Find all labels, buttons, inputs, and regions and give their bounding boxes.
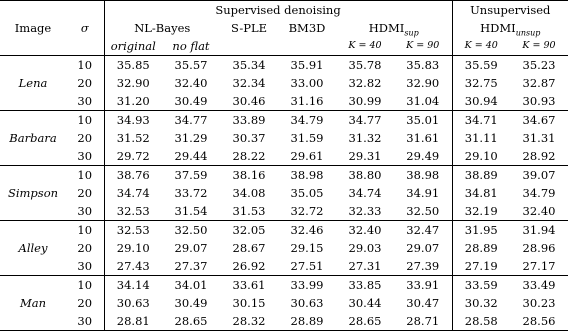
table-cell: 30.47 bbox=[394, 294, 452, 312]
sigma-cell: 20 bbox=[66, 239, 104, 257]
sigma-cell: 30 bbox=[66, 147, 104, 166]
table-cell: 39.07 bbox=[522, 168, 556, 182]
table-cell: 32.53 bbox=[104, 202, 162, 221]
table-cell: 34.91 bbox=[394, 184, 452, 202]
hdmi-unsup-header bbox=[452, 19, 568, 37]
table-cell: 31.54 bbox=[162, 202, 220, 221]
table-cell: 28.67 bbox=[232, 241, 266, 255]
table-cell: 29.72 bbox=[104, 147, 162, 166]
table-cell: 29.10 bbox=[452, 147, 510, 166]
table-cell: 35.05 bbox=[290, 186, 324, 200]
sigma-cell: 20 bbox=[66, 294, 104, 312]
bm3d-sub-empty bbox=[278, 37, 336, 56]
table-cell: 38.98 bbox=[290, 168, 324, 182]
table-cell: 38.16 bbox=[232, 168, 266, 182]
nlbayes-noflat-header: no flat bbox=[162, 37, 220, 56]
table-cell: 31.32 bbox=[348, 131, 382, 145]
table-cell: 30.99 bbox=[336, 92, 394, 111]
sigma-cell: 10 bbox=[66, 166, 104, 185]
table-cell: 31.04 bbox=[394, 92, 452, 111]
table-cell: 35.23 bbox=[522, 58, 556, 72]
table-cell: 34.77 bbox=[174, 113, 208, 127]
table-cell: 27.39 bbox=[394, 257, 452, 276]
table-cell: 29.07 bbox=[174, 241, 208, 255]
table-cell: 27.43 bbox=[104, 257, 162, 276]
table-cell: 30.15 bbox=[232, 296, 266, 310]
table-row bbox=[0, 221, 568, 240]
table-cell: 32.87 bbox=[522, 76, 556, 90]
hdmi-sup-header bbox=[336, 19, 452, 37]
table-cell: 28.22 bbox=[220, 147, 278, 166]
hdmi-sup-k90-header: K = 90 bbox=[394, 37, 452, 56]
nlbayes-original-header: original bbox=[104, 37, 162, 56]
sigma-column-header: σ bbox=[66, 19, 104, 37]
table-cell: 33.00 bbox=[290, 76, 324, 90]
supervised-denoising-header: Supervised denoising bbox=[104, 1, 452, 20]
table-cell: 33.72 bbox=[174, 186, 208, 200]
table-cell: 30.49 bbox=[174, 296, 208, 310]
table-cell: 32.40 bbox=[174, 76, 208, 90]
table-row bbox=[0, 92, 568, 111]
image-column-header: Image bbox=[14, 21, 52, 35]
sigma-cell: 10 bbox=[66, 56, 104, 75]
table-cell: 34.77 bbox=[348, 113, 382, 127]
table-row bbox=[0, 129, 568, 147]
table-cell: 30.49 bbox=[162, 92, 220, 111]
table-cell: 31.20 bbox=[104, 92, 162, 111]
table-cell: 34.67 bbox=[522, 113, 556, 127]
table-cell: 26.92 bbox=[220, 257, 278, 276]
sigma-cell: 10 bbox=[66, 221, 104, 240]
sple-sub-empty bbox=[220, 37, 278, 56]
table-cell: 32.50 bbox=[174, 223, 208, 237]
table-cell: 34.74 bbox=[348, 186, 382, 200]
table-cell: 29.44 bbox=[162, 147, 220, 166]
hdmi-sup-subscript: sup bbox=[404, 28, 419, 38]
table-cell: 31.31 bbox=[522, 131, 556, 145]
table-cell: 29.07 bbox=[394, 239, 452, 257]
table-cell: 28.96 bbox=[522, 241, 556, 255]
table-row bbox=[0, 202, 568, 221]
table-cell: 28.56 bbox=[510, 312, 568, 331]
table-cell: 38.98 bbox=[394, 166, 452, 185]
table-cell: 31.29 bbox=[174, 131, 208, 145]
sigma-cell: 20 bbox=[66, 129, 104, 147]
table-cell: 31.61 bbox=[394, 129, 452, 147]
table-cell: 32.90 bbox=[394, 74, 452, 92]
image-name-cell: Lena bbox=[0, 56, 66, 111]
table-cell: 29.10 bbox=[116, 241, 150, 255]
table-cell: 34.01 bbox=[174, 278, 208, 292]
table-cell: 28.65 bbox=[162, 312, 220, 331]
bm3d-header: BM3D bbox=[288, 21, 326, 35]
table-cell: 30.44 bbox=[348, 296, 382, 310]
table-cell: 28.32 bbox=[220, 312, 278, 331]
image-name-cell: Alley bbox=[0, 221, 66, 276]
table-cell: 28.81 bbox=[104, 312, 162, 331]
sigma-cell: 30 bbox=[66, 312, 104, 331]
table-cell: 32.53 bbox=[116, 223, 150, 237]
table-cell: 32.75 bbox=[464, 76, 498, 90]
table-row bbox=[0, 294, 568, 312]
table-cell: 33.85 bbox=[348, 278, 382, 292]
header-empty-cell bbox=[0, 1, 104, 20]
table-cell: 33.59 bbox=[464, 278, 498, 292]
table-cell: 32.72 bbox=[278, 202, 336, 221]
table-cell: 35.59 bbox=[464, 58, 498, 72]
table-cell: 32.50 bbox=[394, 202, 452, 221]
table-cell: 27.37 bbox=[162, 257, 220, 276]
table-cell: 38.80 bbox=[348, 168, 382, 182]
table-cell: 34.08 bbox=[232, 186, 266, 200]
table-cell: 33.91 bbox=[394, 276, 452, 295]
header-row-3-sigma-empty bbox=[66, 37, 104, 56]
table-cell: 34.81 bbox=[464, 186, 498, 200]
hdmi-unsup-base: HDMI bbox=[480, 21, 516, 35]
sigma-cell: 20 bbox=[66, 74, 104, 92]
sigma-cell: 30 bbox=[66, 92, 104, 111]
table-cell: 35.34 bbox=[232, 58, 266, 72]
sigma-cell: 20 bbox=[66, 184, 104, 202]
table-cell: 34.79 bbox=[522, 186, 556, 200]
sple-header: S-PLE bbox=[231, 21, 267, 35]
table-cell: 31.94 bbox=[522, 223, 556, 237]
hdmi-sup-base: HDMI bbox=[368, 21, 405, 35]
table-cell: 35.83 bbox=[394, 56, 452, 75]
table-cell: 29.31 bbox=[336, 147, 394, 166]
image-name-cell: Simpson bbox=[0, 166, 66, 221]
table-cell: 32.40 bbox=[348, 223, 382, 237]
table-cell: 31.53 bbox=[220, 202, 278, 221]
sigma-cell: 10 bbox=[66, 276, 104, 295]
table-cell: 30.94 bbox=[452, 92, 510, 111]
table-cell: 27.19 bbox=[452, 257, 510, 276]
table-cell: 30.63 bbox=[116, 296, 150, 310]
table-cell: 32.05 bbox=[232, 223, 266, 237]
table-row bbox=[0, 184, 568, 202]
table-cell: 35.85 bbox=[116, 58, 150, 72]
table-cell: 33.99 bbox=[290, 278, 324, 292]
table-cell: 35.78 bbox=[348, 58, 382, 72]
table-row bbox=[0, 312, 568, 331]
table-cell: 34.14 bbox=[116, 278, 150, 292]
table-cell: 27.31 bbox=[336, 257, 394, 276]
table-cell: 28.58 bbox=[452, 312, 510, 331]
table-cell: 35.57 bbox=[174, 58, 208, 72]
table-cell: 30.93 bbox=[510, 92, 568, 111]
table-cell: 38.89 bbox=[464, 168, 498, 182]
table-cell: 28.89 bbox=[278, 312, 336, 331]
table-row bbox=[0, 166, 568, 185]
table-cell: 34.93 bbox=[116, 113, 150, 127]
table-row bbox=[0, 74, 568, 92]
sigma-cell: 30 bbox=[66, 257, 104, 276]
header-row-1 bbox=[0, 1, 568, 20]
table-cell: 28.65 bbox=[336, 312, 394, 331]
table-cell: 33.49 bbox=[522, 278, 556, 292]
image-name-cell: Barbara bbox=[0, 111, 66, 166]
table-row bbox=[0, 147, 568, 166]
table-cell: 33.61 bbox=[232, 278, 266, 292]
header-row-3-empty bbox=[0, 37, 66, 56]
hdmi-unsup-k40-header: K = 40 bbox=[452, 37, 510, 56]
table-cell: 32.46 bbox=[290, 223, 324, 237]
table-cell: 32.19 bbox=[452, 202, 510, 221]
table-cell: 33.89 bbox=[232, 113, 266, 127]
table-cell: 31.95 bbox=[464, 223, 498, 237]
table-cell: 32.47 bbox=[394, 221, 452, 240]
table-row bbox=[0, 239, 568, 257]
table-cell: 32.40 bbox=[510, 202, 568, 221]
table-cell: 31.11 bbox=[464, 131, 498, 145]
hdmi-unsup-k90-header: K = 90 bbox=[510, 37, 568, 56]
table-cell: 30.23 bbox=[522, 296, 556, 310]
table-cell: 29.15 bbox=[290, 241, 324, 255]
table-cell: 29.03 bbox=[348, 241, 382, 255]
table-cell: 31.16 bbox=[278, 92, 336, 111]
table-cell: 34.79 bbox=[290, 113, 324, 127]
table-row bbox=[0, 111, 568, 130]
table-cell: 37.59 bbox=[174, 168, 208, 182]
table-cell: 31.52 bbox=[116, 131, 150, 145]
table-cell: 30.32 bbox=[464, 296, 498, 310]
hdmi-unsup-subscript: unsup bbox=[515, 28, 541, 38]
table-cell: 35.01 bbox=[394, 111, 452, 130]
table-cell: 32.90 bbox=[116, 76, 150, 90]
table-row bbox=[0, 276, 568, 295]
table-cell: 30.37 bbox=[232, 131, 266, 145]
header-row-3 bbox=[0, 37, 568, 56]
table-cell: 29.61 bbox=[278, 147, 336, 166]
sigma-cell: 30 bbox=[66, 202, 104, 221]
image-name-cell: Man bbox=[0, 276, 66, 331]
table-cell: 28.71 bbox=[394, 312, 452, 331]
table-cell: 34.71 bbox=[464, 113, 498, 127]
table-cell: 32.34 bbox=[232, 76, 266, 90]
table-cell: 29.49 bbox=[394, 147, 452, 166]
table-cell: 27.17 bbox=[510, 257, 568, 276]
table-row bbox=[0, 257, 568, 276]
table-cell: 30.46 bbox=[220, 92, 278, 111]
table-cell: 32.82 bbox=[348, 76, 382, 90]
table-cell: 34.74 bbox=[116, 186, 150, 200]
table-cell: 32.33 bbox=[336, 202, 394, 221]
hdmi-sup-k40-header: K = 40 bbox=[336, 37, 394, 56]
table-cell: 30.63 bbox=[290, 296, 324, 310]
unsupervised-header: Unsupervised bbox=[452, 1, 568, 20]
table-cell: 38.76 bbox=[116, 168, 150, 182]
table-row bbox=[0, 56, 568, 75]
table-cell: 35.91 bbox=[290, 58, 324, 72]
header-row-2 bbox=[0, 19, 568, 37]
table-cell: 28.92 bbox=[510, 147, 568, 166]
table-cell: 28.89 bbox=[464, 241, 498, 255]
table-cell: 27.51 bbox=[278, 257, 336, 276]
sigma-cell: 10 bbox=[66, 111, 104, 130]
table-cell: 31.59 bbox=[290, 131, 324, 145]
nlbayes-header: NL-Bayes bbox=[134, 21, 191, 35]
